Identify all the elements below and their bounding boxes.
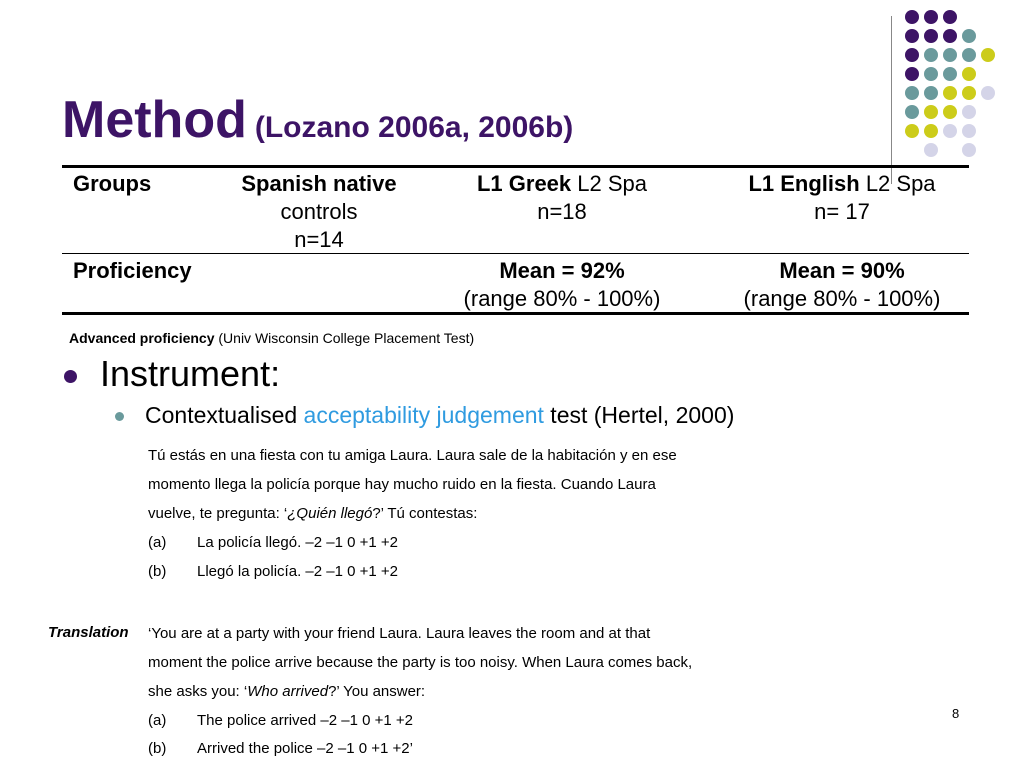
- decorative-dot: [924, 67, 938, 81]
- spanish-option-b-label: (b): [148, 563, 167, 580]
- ajt-before: Contextualised: [145, 402, 304, 428]
- header-l1-greek: [422, 170, 702, 226]
- proficiency-note: [69, 330, 474, 346]
- decorative-dot: [981, 86, 995, 100]
- translation-label: Translation: [48, 624, 129, 641]
- table-top-rule: [62, 165, 969, 168]
- decorative-dot: [962, 48, 976, 62]
- spanish-line-2: momento llega la policía porque hay mucho ruido en la fiesta. Cuando Laura: [148, 476, 656, 493]
- greek-proficiency: [422, 257, 702, 313]
- spanish-option-b: Llegó la policía. –2 –1 0 +1 +2: [197, 563, 398, 580]
- decorative-dot: [962, 143, 976, 157]
- decorative-dot: [943, 29, 957, 43]
- decorative-dot: [924, 48, 938, 62]
- row-proficiency-label: Proficiency: [73, 258, 192, 283]
- english-proficiency: [698, 257, 986, 313]
- spanish-line-3: [148, 505, 477, 522]
- translation-line-3: [148, 683, 425, 700]
- title-text: Method: [62, 91, 247, 149]
- title-citation: (Lozano 2006a, 2006b): [254, 111, 574, 144]
- proficiency-note-rest: (Univ Wisconsin College Placement Test): [214, 330, 475, 346]
- english-mean: Mean = 90%: [779, 258, 905, 283]
- decorative-dot: [943, 67, 957, 81]
- ajt-after: test (Hertel, 2000): [543, 402, 735, 428]
- decorative-dot: [981, 48, 995, 62]
- decorative-dot: [905, 67, 919, 81]
- decorative-dot: [962, 29, 976, 43]
- decorative-dot: [924, 86, 938, 100]
- greek-range: (range 80% - 100%): [463, 286, 661, 311]
- spanish-question-lead: vuelve, te pregunta: ‘: [148, 505, 288, 522]
- spanish-option-a: La policía llegó. –2 –1 0 +1 +2: [197, 534, 398, 551]
- controls-n: n=14: [294, 227, 344, 252]
- decorative-vertical-line: [891, 16, 892, 184]
- decorative-dot: [943, 105, 957, 119]
- decorative-dot: [943, 86, 957, 100]
- header-spanish-controls: [205, 170, 433, 254]
- decorative-dot: [905, 29, 919, 43]
- decorative-dot: [943, 48, 957, 62]
- decorative-dot: [924, 124, 938, 138]
- translation-option-a: The police arrived –2 –1 0 +1 +2: [197, 712, 413, 729]
- decorative-dot: [905, 86, 919, 100]
- decorative-dot: [905, 124, 919, 138]
- translation-question: Who arrived: [247, 683, 329, 700]
- sub-bullet-icon: [115, 412, 124, 421]
- decorative-dot: [924, 10, 938, 24]
- spanish-option-a-label: (a): [148, 534, 167, 551]
- decorative-dot: [962, 124, 976, 138]
- translation-line-2: moment the police arrive because the party is too noisy. When Laura comes back,: [148, 654, 693, 671]
- decorative-dot: [962, 67, 976, 81]
- english-range: (range 80% - 100%): [743, 286, 941, 311]
- decorative-dot: [905, 105, 919, 119]
- decorative-dot: [943, 124, 957, 138]
- greek-mean: Mean = 92%: [499, 258, 625, 283]
- decorative-dot: [924, 105, 938, 119]
- l1-english-label: L1 English: [748, 171, 860, 196]
- decorative-dot: [905, 10, 919, 24]
- decorative-dot: [924, 143, 938, 157]
- decorative-dot: [924, 29, 938, 43]
- decorative-dot: [905, 48, 919, 62]
- page-number: 8: [952, 706, 960, 721]
- translation-line-1: ‘You are at a party with your friend Laura. Laura leaves the room and at that: [148, 625, 651, 642]
- spanish-question-tail: ?’ Tú contestas:: [372, 505, 478, 522]
- decorative-dot: [962, 105, 976, 119]
- slide-title: [62, 90, 573, 150]
- translation-question-lead: she asks you: ‘: [148, 683, 248, 700]
- l1-greek-rest: L2 Spa: [571, 171, 647, 196]
- controls-label: controls: [280, 199, 358, 224]
- bullet-icon: [64, 370, 77, 383]
- decorative-dot: [943, 10, 957, 24]
- l1-greek-label: L1 Greek: [476, 171, 572, 196]
- proficiency-note-bold: Advanced proficiency: [69, 330, 215, 346]
- spanish-line-1: Tú estás en una fiesta con tu amiga Laura. Laura sale de la habitación y en ese: [148, 447, 677, 464]
- ajt-highlight: acceptability judgement: [303, 402, 544, 428]
- translation-option-b-label: (b): [148, 740, 167, 757]
- english-n: n= 17: [814, 199, 870, 224]
- table-mid-rule: [62, 253, 969, 254]
- header-l1-english: [698, 170, 986, 226]
- translation-question-tail: ?’ You answer:: [328, 683, 426, 700]
- translation-option-b: Arrived the police –2 –1 0 +1 +2’: [197, 740, 413, 757]
- l1-english-rest: L2 Spa: [859, 171, 936, 196]
- spanish-native-label: Spanish native: [241, 171, 397, 196]
- header-groups: Groups: [73, 171, 152, 196]
- instrument-heading: Instrument:: [100, 353, 281, 394]
- decorative-dot-grid: [905, 10, 1015, 170]
- decorative-dot: [962, 86, 976, 100]
- spanish-question: ¿Quién llegó: [287, 505, 373, 522]
- greek-n: n=18: [537, 199, 587, 224]
- instrument-description: [145, 402, 734, 429]
- translation-option-a-label: (a): [148, 712, 167, 729]
